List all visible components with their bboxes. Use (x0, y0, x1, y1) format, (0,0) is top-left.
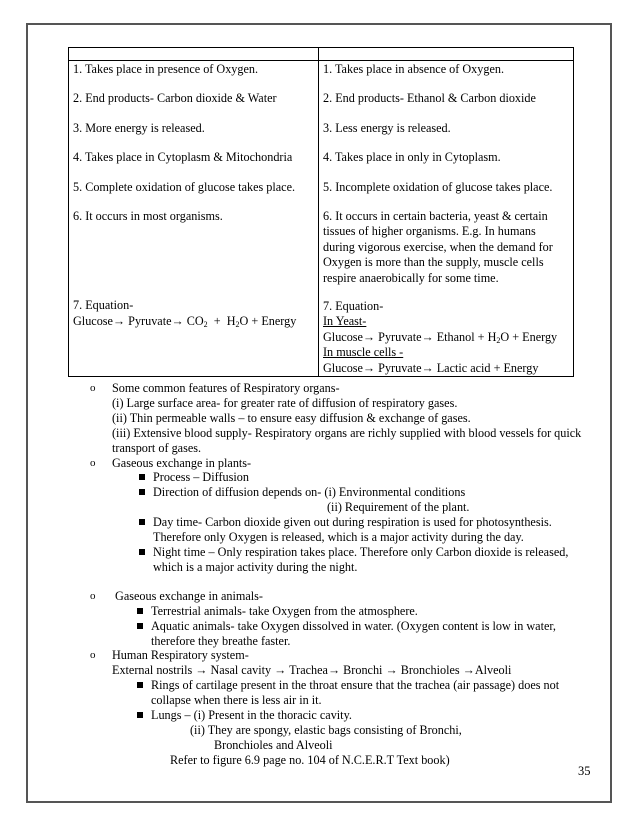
animals-aquatic: Aquatic animals- take Oxygen dissolved in water. (Oxygen content is low in water, therefore they breathe faster. (151, 618, 556, 648)
muscle-equation: Glucose→ Pyruvate→ Lactic acid + Energy (323, 360, 539, 375)
resp-point-i: (i) Large surface area- for greater rate of diffusion of respiratory gases. (112, 395, 458, 410)
anaerobic-point-3: 3. Less energy is released. (323, 120, 451, 135)
aerobic-point-6: 6. It occurs in most organisms. (73, 209, 223, 224)
anaerobic-point-5: 5. Incomplete oxidation of glucose takes place. (323, 179, 553, 194)
list-item (90, 589, 590, 604)
human-rings: Rings of cartilage present in the throat ensure that the trachea (air passage) does not collapse when there is less air in it. (151, 678, 560, 708)
anaerobic-point-1: 1. Takes place in absence of Oxygen. (323, 62, 504, 76)
resp-point-iii: (iii) Extensive blood supply- Respiratory organs are richly supplied with blood vessels for quick transport of gases. (112, 425, 582, 455)
plants-day: Day time- Carbon dioxide given out during respiration is used for photosynthesis. Therefore only Oxygen is released, which is a major activity during the day. (153, 515, 552, 545)
plants-heading: o Gaseous exchange in plants- (112, 455, 252, 470)
table-header-row (69, 48, 574, 61)
yeast-label: In Yeast- (323, 314, 367, 329)
list-item (132, 515, 590, 545)
aerobic-point-5: 5. Complete oxidation of glucose takes place. (73, 179, 296, 194)
human-lungs-ii-b: Bronchioles and Alveoli (214, 737, 333, 752)
aerobic-point-4: 4. Takes place in Cytoplasm & Mitochondria (73, 150, 293, 165)
anaerobic-cell (319, 61, 574, 377)
list-item (130, 604, 590, 619)
aerobic-cell (69, 61, 319, 377)
human-reference: Refer to figure 6.9 page no. 104 of N.C.E.R.T Text book) (170, 752, 450, 767)
aerobic-equation-label: 7. Equation- (73, 298, 134, 313)
human-pathway: External nostrils → Nasal cavity → Trachea→ Bronchi → Bronchioles →Alveoli (112, 663, 512, 678)
comparison-table (68, 47, 574, 377)
list-item (132, 470, 590, 485)
header-cell-aerobic (69, 48, 319, 61)
anaerobic-equation-label: 7. Equation- (323, 299, 384, 314)
resp-heading: o Some common features of Respiratory organs- (112, 381, 340, 395)
plants-direction-ii: (ii) Requirement of the plant. (327, 500, 470, 515)
aerobic-point-3: 3. More energy is released. (73, 120, 205, 135)
animals-heading: o Gaseous exchange in animals- (112, 588, 263, 603)
aerobic-point-2: 2. End products- Carbon dioxide & Water (73, 91, 277, 106)
header-cell-anaerobic (319, 48, 574, 61)
list-item (90, 456, 590, 471)
plants-process: Process – Diffusion (153, 470, 249, 485)
list-item (132, 485, 590, 500)
human-lungs: Lungs – (i) Present in the thoracic cavity. (151, 708, 352, 723)
notes-section (90, 381, 590, 768)
anaerobic-point-4: 4. Takes place in only in Cytoplasm. (323, 150, 501, 165)
plants-night: Night time – Only respiration takes place. Therefore only Carbon dioxide is released, which is a major activity during the night. (153, 544, 569, 574)
muscle-label: In muscle cells - (323, 345, 404, 360)
yeast-equation: Glucose→ Pyruvate→ Ethanol + $H_2O$ + Energy (323, 329, 558, 345)
list-item (130, 708, 590, 723)
list-item (130, 678, 590, 708)
plants-direction: Direction of diffusion depends on- (i) Environmental conditions (153, 485, 466, 500)
page-number: 35 (578, 764, 591, 778)
anaerobic-point-6: 6. It occurs in certain bacteria, yeast & certain tissues of higher organisms. E.g. In humans during vigorous exercise, when the demand for Oxygen is more than the supply, muscle cells respire anaerobically for some time. (323, 209, 553, 285)
list-item (90, 648, 590, 678)
human-lungs-ii: (ii) They are spongy, elastic bags consisting of Bronchi, (190, 722, 462, 737)
aerobic-point-1: 1. Takes place in presence of Oxygen. (73, 62, 259, 76)
resp-point-ii: (ii) Thin permeable walls – to ensure easy diffusion & exchange of gases. (112, 410, 471, 425)
human-heading: o Human Respiratory system- (112, 648, 249, 663)
anaerobic-point-2: 2. End products- Ethanol & Carbon dioxide (323, 91, 536, 106)
aerobic-equation: Glucose→ Pyruvate→ $CO_2 + H_2O$ + Energy (73, 313, 297, 329)
list-item (130, 619, 590, 649)
list-item (90, 381, 590, 456)
animals-terrestrial: Terrestrial animals- take Oxygen from the atmosphere. (151, 603, 418, 618)
list-item (132, 545, 590, 575)
table-row (69, 61, 574, 377)
